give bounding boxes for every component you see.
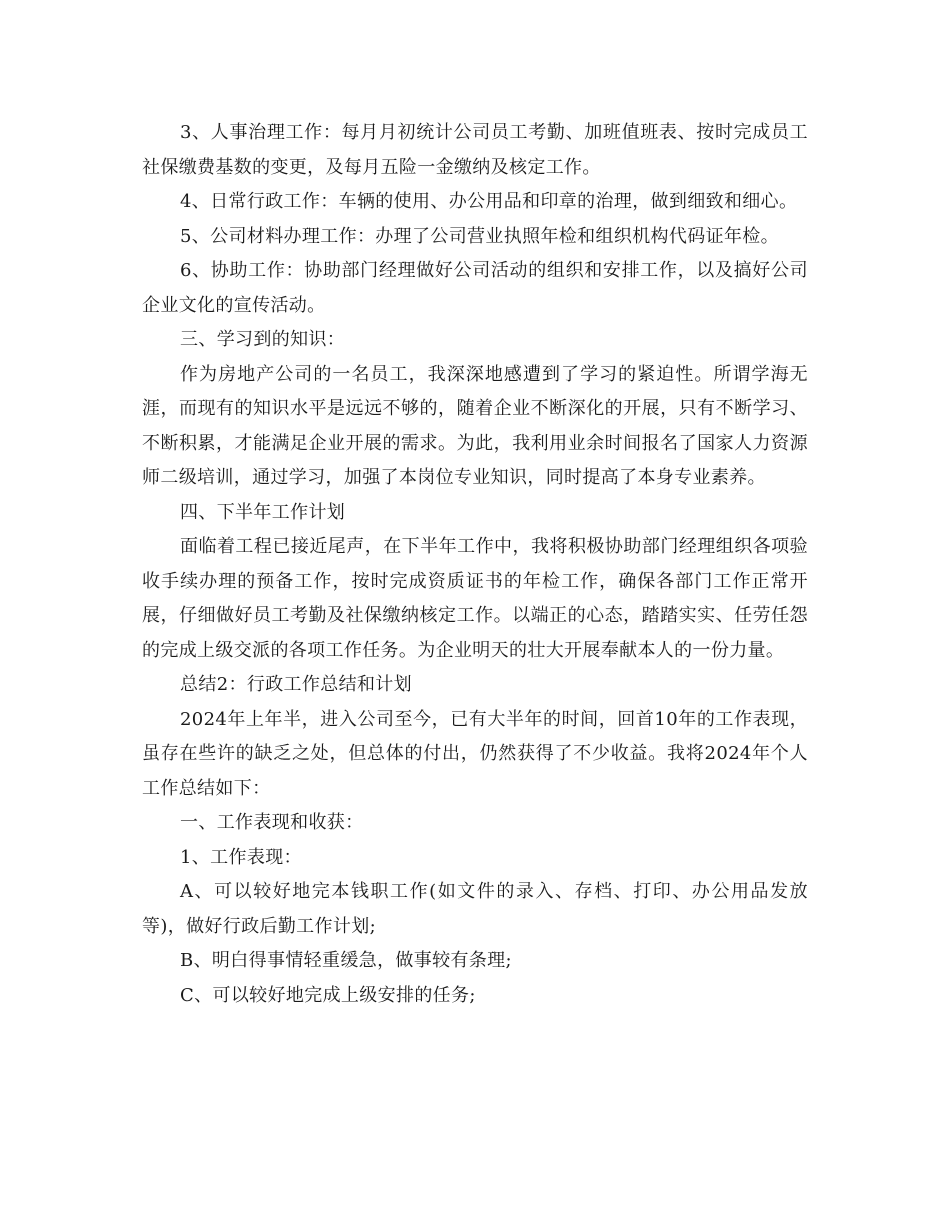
section-heading: 三、学习到的知识：: [180, 329, 346, 350]
summary-title: 总结2：行政工作总结和计划: [180, 674, 413, 695]
list-item: A、可以较好地完本钱职工作(如文件的录入、存档、打印、办公用品发放等)，做好行政后勤工作计划;: [142, 881, 808, 937]
paragraph: 作为房地产公司的一名员工，我深深地感遭到了学习的紧迫性。所谓学海无涯，而现有的知识水平是远远不够的，随着企业不断深化的开展，只有不断学习、不断积累，才能满足企业开展的需求。为此，我利用业余时间报名了国家人力资源师二级培训，通过学习，加强了本岗位专业知识，同时提高了本身专业素养。: [142, 363, 808, 488]
paragraph: 6、协助工作：协助部门经理做好公司活动的组织和安排工作，以及搞好公司企业文化的宣传活动。: [142, 260, 808, 316]
paragraph: 5、公司材料办理工作：办理了公司营业执照年检和组织机构代码证年检。: [180, 225, 779, 247]
section-heading: 四、下半年工作计划: [180, 501, 346, 523]
paragraph: 面临着工程已接近尾声，在下半年工作中，我将积极协助部门经理组织各项验收手续办理的预备工作，按时完成资质证书的年检工作，确保各部门工作正常开展，仔细做好员工考勤及社保缴纳核定工作。以端正的心态，踏踏实实、任劳任怨的完成上级交派的各项工作任务。为企业明天的壮大开展奉献本人的一份力量。: [142, 536, 808, 661]
paragraph: 2024年上年半，进入公司至今，已有大半年的时间，回首10年的工作表现，虽存在些许的缺乏之处，但总体的付出，仍然获得了不少收益。我将2024年个人工作总结如下：: [142, 708, 808, 799]
subsection-heading: 1、工作表现：: [180, 846, 302, 868]
section-heading: 一、工作表现和收获：: [180, 812, 364, 833]
paragraph: 3、人事治理工作：每月月初统计公司员工考勤、加班值班表、按时完成员工社保缴费基数的变更，及每月五险一金缴纳及核定工作。: [142, 122, 808, 178]
list-item: B、明白得事情轻重缓急，做事较有条理;: [180, 950, 512, 971]
list-item: C、可以较好地完成上级安排的任务;: [180, 984, 476, 1006]
paragraph: 4、日常行政工作：车辆的使用、办公用品和印章的治理，做到细致和细心。: [180, 191, 798, 212]
document-body: [142, 116, 808, 1013]
